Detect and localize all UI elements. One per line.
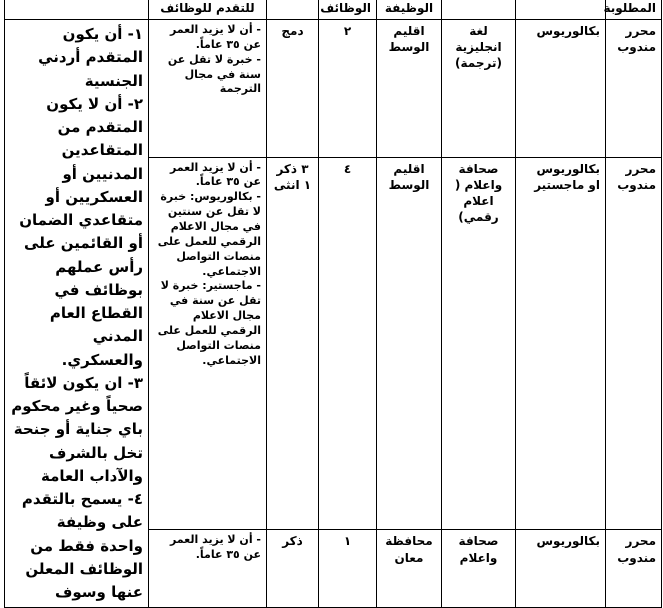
header-specialty	[442, 0, 516, 20]
general-conditions	[5, 20, 149, 608]
job-title: محرر مندوب	[606, 157, 662, 530]
job-conditions	[149, 20, 267, 158]
count: ٤	[319, 157, 377, 530]
specialty: صحافة واعلام ( اعلام رقمي)	[442, 157, 516, 530]
location: اقليم الوسط	[377, 157, 442, 530]
count: ١	[319, 530, 377, 608]
job-conditions	[149, 530, 267, 608]
specialty: لغة انجليزية (ترجمة)	[442, 20, 516, 158]
location: محافظة معان	[377, 530, 442, 608]
gender: ٣ ذكر ١ انثى	[267, 157, 319, 530]
job-conditions	[149, 157, 267, 530]
header-degree	[516, 0, 606, 20]
header-gender	[267, 0, 319, 20]
header-row	[5, 0, 662, 20]
degree: بكالوريوس	[516, 530, 606, 608]
header-location: الوظيفة	[377, 0, 442, 20]
degree: بكالوريوس او ماجستير	[516, 157, 606, 530]
condition-line: - أن لا يزيد العمر عن ٣٥ عاماً.	[169, 23, 261, 51]
condition-line: - أن لا يزيد العمر عن ٣٥ عاماً.	[169, 160, 261, 189]
condition-line: - خبرة لا تقل عن سنة في مجال الترجمة	[167, 52, 261, 96]
degree: بكالوريوس	[516, 20, 606, 158]
condition-line: - بكالوريوس: خبرة لا تقل عن سنتين في مجال الاعلام الرقمي للعمل على منصات التواصل الاجتماعي.	[157, 190, 261, 278]
condition-line: - ماجستير: خبرة لا تقل عن سنة في مجال الاعلام الرقمي للعمل على منصات التواصل الاجتماعي.	[157, 279, 261, 367]
job-title: محرر مندوب	[606, 20, 662, 158]
table-row	[5, 20, 662, 158]
job-title: محرر مندوب	[606, 530, 662, 608]
gender: ذكر	[267, 530, 319, 608]
header-count: الوظائف	[319, 0, 377, 20]
general-condition: ٤- يسمح بالتقدم على وظيفة واحدة فقط من الوظائف المعلن عنها وسوف	[21, 490, 143, 601]
condition-line: - أن لا يزيد العمر عن ٣٥ عاماً.	[169, 533, 261, 562]
gender: دمج	[267, 20, 319, 158]
specialty: صحافة واعلام	[442, 530, 516, 608]
header-conditions: للتقدم للوظائف	[149, 0, 267, 20]
count: ٢	[319, 20, 377, 158]
location: اقليم الوسط	[377, 20, 442, 158]
general-condition: ١- أن يكون المتقدم أردني الجنسية	[38, 25, 143, 90]
header-title: المطلوبة	[606, 0, 662, 20]
jobs-table	[4, 0, 662, 608]
general-condition: ٢- أن لا يكون المتقدم من المتقاعدين المدنيين أو العسكريين أو متقاعدي الضمان أو القائمين على رأس عملهم بوظائف في القطاع العام المدني والعسكري.	[19, 94, 143, 369]
header-general	[5, 0, 149, 20]
general-condition: ٣- ان يكون لائقاً صحياً وغير محكوم باي جناية أو جنحة تخل بالشرف والآداب العامة	[11, 373, 143, 485]
